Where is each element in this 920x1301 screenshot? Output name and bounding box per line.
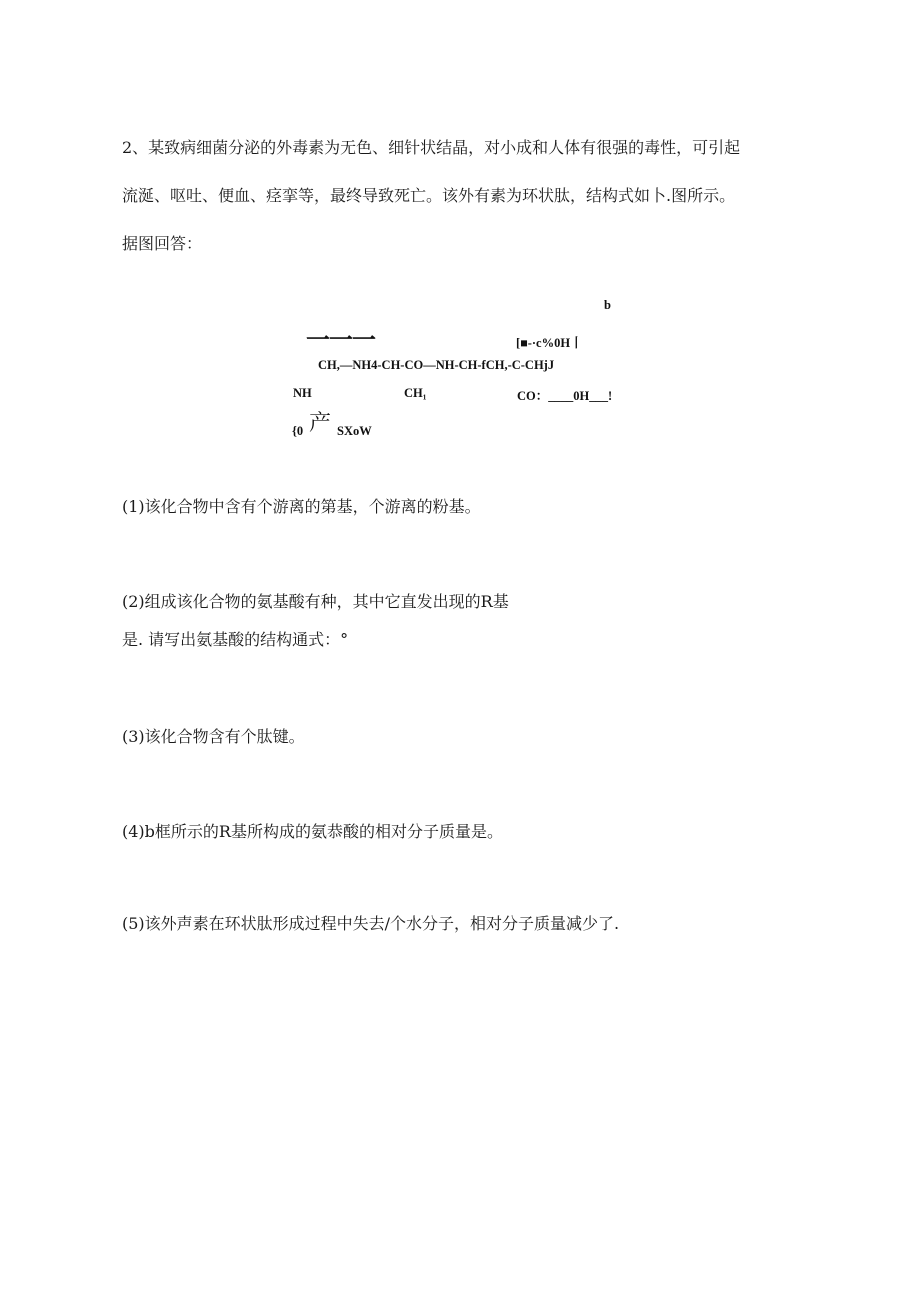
nh-group: NH xyxy=(293,386,312,400)
bottom-glyph: 产 xyxy=(309,410,332,435)
box-b-content: [■-·c%0H丨 xyxy=(516,336,583,350)
ch1-group: CH₁ xyxy=(404,386,427,400)
question-intro-line-3: 据图回答： xyxy=(122,234,203,253)
question-item-1: (1)该化合物中含有个游离的第基，个游离的粉基。 xyxy=(122,497,481,516)
question-intro-line-1: 2、某致病细菌分泌的外毒素为无色、细针状结晶，对小成和人体有很强的毒性，可引起 xyxy=(122,138,741,157)
question-item-5: (5)该外声素在环状肽形成过程中失去/个水分子，相对分子质量减少了. xyxy=(122,914,620,933)
co-oh-group: CO：____0H___! xyxy=(517,389,613,403)
question-item-4: (4)b框所示的R基所构成的氨恭酸的相对分子质量是。 xyxy=(122,822,503,841)
question-item-2-line-1: (2)组成该化合物的氨基酸有种，其中它直发出现的R基 xyxy=(122,592,509,611)
bottom-left-fragment: {0 xyxy=(292,424,304,438)
dash-mark: 一一一 xyxy=(306,328,375,354)
main-chain: CH,—NH4-CH-CO—NH-CH-fCH,-C-CHjJ xyxy=(318,358,555,372)
question-intro-line-2: 流涎、呕吐、便血、痉挛等，最终导致死亡。该外有素为环状肽，结构式如卜.图所示。 xyxy=(122,186,736,205)
question-item-3: (3)该化合物含有个肽键。 xyxy=(122,727,305,746)
bottom-right-fragment: SXoW xyxy=(337,424,372,438)
label-b: b xyxy=(604,298,611,312)
question-item-2-line-2: 是. 请写出氨基酸的结构通式：° xyxy=(122,630,349,649)
